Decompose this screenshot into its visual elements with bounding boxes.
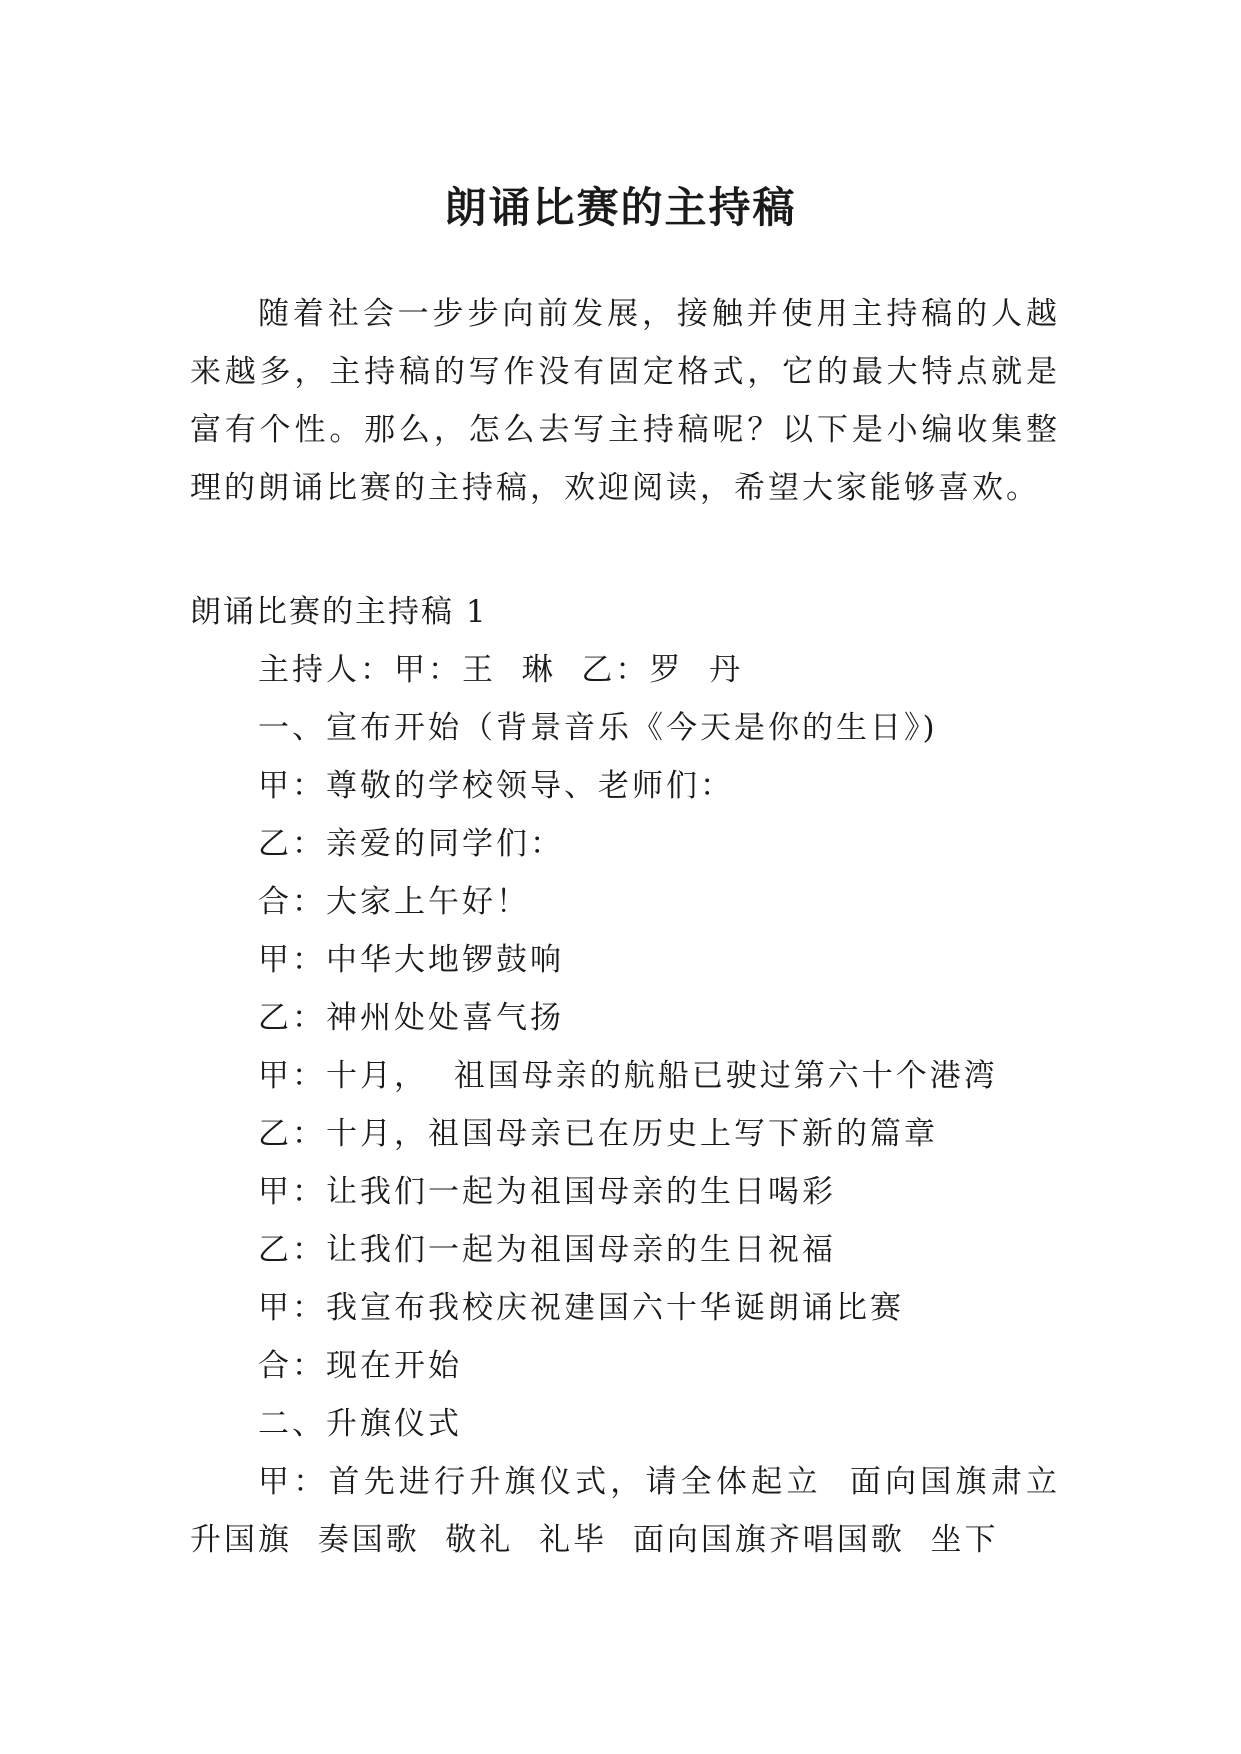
script-line: 二、升旗仪式 xyxy=(258,1406,462,1442)
intro-paragraph: 随着社会一步步向前发展，接触并使用主持稿的人越来越多，主持稿的写作没有固定格式，它的最大特点就是富有个性。那么，怎么去写主持稿呢？以下是小编收集整理的朗诵比赛的主持稿，欢迎阅读，希望大家能够喜欢。 xyxy=(190,296,1060,506)
script-line: 甲：首先进行升旗仪式，请全体起立 面向国旗肃立 升国旗 奏国歌 敬礼 礼毕 面向国旗齐唱国歌 坐下 xyxy=(190,1464,1086,1558)
script-line: 甲：中华大地锣鼓响 xyxy=(258,942,564,978)
document-title: 朗诵比赛的主持稿 xyxy=(444,183,797,233)
section-heading: 朗诵比赛的主持稿 1 xyxy=(190,594,488,630)
script-line: 乙：神州处处喜气扬 xyxy=(258,1000,564,1036)
script-line: 主持人：甲：王 琳 乙：罗 丹 xyxy=(258,652,744,688)
script-line: 乙：十月，祖国母亲已在历史上写下新的篇章 xyxy=(258,1116,938,1152)
script-line: 甲：我宣布我校庆祝建国六十华诞朗诵比赛 xyxy=(258,1290,904,1326)
script-line: 一、宣布开始（背景音乐《今天是你的生日》) xyxy=(258,710,938,746)
script-line: 甲：尊敬的学校领导、老师们： xyxy=(258,768,734,804)
script-line: 甲：让我们一起为祖国母亲的生日喝彩 xyxy=(258,1174,836,1210)
script-line: 乙：让我们一起为祖国母亲的生日祝福 xyxy=(258,1232,836,1268)
script-line: 合：大家上午好！ xyxy=(258,884,530,920)
script-line: 乙：亲爱的同学们： xyxy=(258,826,564,862)
script-line: 合：现在开始 xyxy=(258,1348,462,1384)
script-line: 甲：十月， 祖国母亲的航船已驶过第六十个港湾 xyxy=(258,1058,998,1094)
script-lines xyxy=(190,641,1086,1569)
